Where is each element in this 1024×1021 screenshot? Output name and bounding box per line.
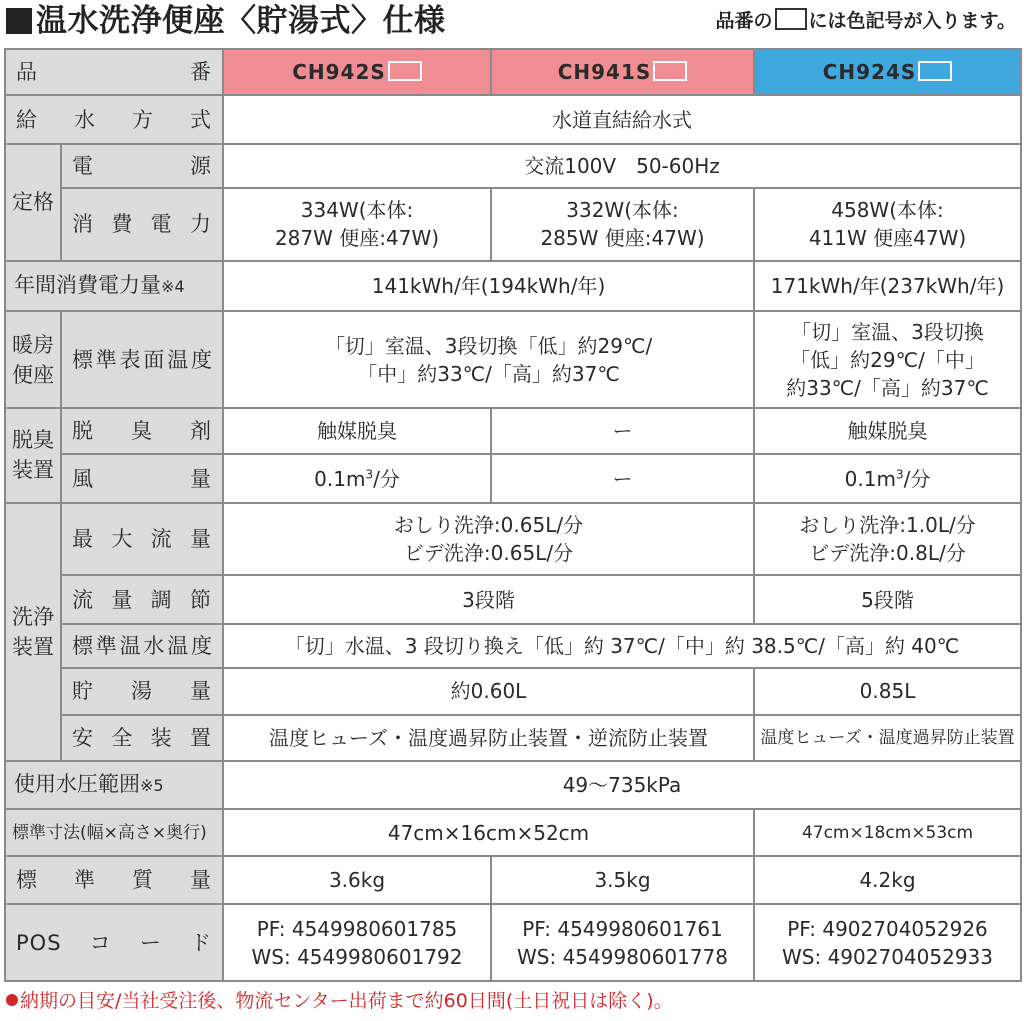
- air-unit-exp: 3: [895, 466, 904, 481]
- value-weight-ch942s: 3.6kg: [223, 856, 491, 904]
- table-row-annual-power: [5, 261, 1021, 311]
- label-surface-temp: 標準表面温度: [61, 311, 223, 408]
- table-row-power-source: [5, 144, 1021, 188]
- table-row-pressure: [5, 761, 1021, 809]
- label-power-consumption: 消費電力: [61, 188, 223, 261]
- color-code-box-icon: [653, 61, 687, 81]
- value-weight-ch941s: 3.5kg: [491, 856, 754, 904]
- label-weight: 標準質量: [5, 856, 223, 904]
- value-max-flow-b: おしり洗浄:1.0L/分 ビデ洗浄:0.8L/分: [754, 503, 1021, 576]
- value-air-ch942s: [223, 454, 491, 502]
- label-deodorizer: 脱臭 装置: [5, 408, 61, 503]
- value-weight-ch924s: 4.2kg: [754, 856, 1021, 904]
- label-deodorant: 脱臭剤: [61, 408, 223, 454]
- air-unit-exp: 3: [365, 466, 374, 481]
- label-pos: POSコード: [5, 904, 223, 981]
- value-flow-adjust-a: 3段階: [223, 575, 754, 623]
- value-annual-power-b: 171kWh/年(237kWh/年): [754, 261, 1021, 311]
- label-water-temp: 標準温水温度: [61, 624, 223, 668]
- color-code-box-icon: [918, 61, 952, 81]
- table-row-surface-temp: [5, 311, 1021, 408]
- label-max-flow: 最大流量: [61, 503, 223, 576]
- label-pressure: [5, 761, 223, 809]
- annual-power-label-text: 年間消費電力量: [14, 272, 161, 297]
- label-seat-heating: 暖房 便座: [5, 311, 61, 408]
- delivery-note: [6, 986, 673, 1016]
- page-title-text: 温水洗浄便座〈貯湯式〉仕様: [36, 3, 446, 39]
- value-power-ch941s: 332W(本体: 285W 便座:47W): [491, 188, 754, 261]
- label-annual-power: [5, 261, 223, 311]
- value-air-ch941s: [491, 454, 754, 502]
- table-row-pos: [5, 904, 1021, 981]
- table-row-tank: [5, 668, 1021, 714]
- table-row-water-supply: [5, 95, 1021, 143]
- value-tank-a: 約0.60L: [223, 668, 754, 714]
- value-safety-b: 温度ヒューズ・温度過昇防止装置: [754, 715, 1021, 761]
- model-ch941s: [491, 49, 754, 95]
- table-row-water-temp: [5, 624, 1021, 668]
- table-row-weight: [5, 856, 1021, 904]
- page-title: [6, 0, 446, 42]
- value-dimensions-b: 47cm×18cm×53cm: [754, 809, 1021, 855]
- color-code-box-icon: [388, 61, 422, 81]
- delivery-note-text: 納期の目安/当社受注後、物流センター出荷まで約60日間(土日祝日は除く)。: [20, 990, 673, 1012]
- label-air-volume: 風量: [61, 454, 223, 502]
- value-flow-adjust-b: 5段階: [754, 575, 1021, 623]
- note-prefix: 品番の: [715, 10, 773, 32]
- note-suffix: には色記号が入ります。: [808, 10, 1016, 32]
- label-model: 品番: [5, 49, 223, 95]
- table-row-safety: [5, 715, 1021, 761]
- air-value: ー: [612, 466, 633, 491]
- table-row-model: [5, 49, 1021, 95]
- pressure-note: ※5: [140, 776, 164, 796]
- label-dimensions: 標準寸法(幅×高さ×奥行): [5, 809, 223, 855]
- table-row-dimensions: [5, 809, 1021, 855]
- label-rating: 定格: [5, 144, 61, 261]
- value-pressure: 49〜735kPa: [223, 761, 1021, 809]
- table-row-power-consumption: [5, 188, 1021, 261]
- value-power-ch942s: 334W(本体: 287W 便座:47W): [223, 188, 491, 261]
- table-row-air-volume: [5, 454, 1021, 502]
- model-name: CH941S: [557, 60, 652, 85]
- color-code-box-icon: [775, 8, 807, 30]
- annual-power-note: ※4: [161, 276, 185, 296]
- air-unit: /分: [903, 466, 931, 491]
- value-water-supply: 水道直結給水式: [223, 95, 1021, 143]
- label-safety: 安全装置: [61, 715, 223, 761]
- value-power-ch924s: 458W(本体: 411W 便座47W): [754, 188, 1021, 261]
- value-water-temp: 「切」水温、3 段切り換え「低」約 37℃/「中」約 38.5℃/「高」約 40℃: [223, 624, 1021, 668]
- value-safety-a: 温度ヒューズ・温度過昇防止装置・逆流防止装置: [223, 715, 754, 761]
- value-pos-ch941s: PF: 4549980601761 WS: 4549980601778: [491, 904, 754, 981]
- spec-table: [4, 48, 1022, 982]
- model-name: CH924S: [822, 60, 917, 85]
- model-ch924s: [754, 49, 1021, 95]
- value-annual-power-a: 141kWh/年(194kWh/年): [223, 261, 754, 311]
- table-row-flow-adjust: [5, 575, 1021, 623]
- value-deodorant-ch941s: ー: [491, 408, 754, 454]
- value-surface-temp-a: 「切」室温、3段切換「低」約29℃/ 「中」約33℃/「高」約37℃: [223, 311, 754, 408]
- air-value: 0.1m: [314, 466, 366, 491]
- value-power-source: 交流100V 50-60Hz: [223, 144, 1021, 188]
- value-surface-temp-b: 「切」室温、3段切換 「低」約29℃/「中」 約33℃/「高」約37℃: [754, 311, 1021, 408]
- table-row-deodorant: [5, 408, 1021, 454]
- table-row-max-flow: [5, 503, 1021, 576]
- value-pos-ch924s: PF: 4902704052926 WS: 4902704052933: [754, 904, 1021, 981]
- air-value: 0.1m: [844, 466, 896, 491]
- color-code-note: [716, 6, 1017, 36]
- value-deodorant-ch942s: 触媒脱臭: [223, 408, 491, 454]
- label-power-source: 電源: [61, 144, 223, 188]
- pressure-label-text: 使用水圧範囲: [14, 772, 140, 797]
- value-air-ch924s: [754, 454, 1021, 502]
- square-bullet-icon: [6, 8, 32, 34]
- value-pos-ch942s: PF: 4549980601785 WS: 4549980601792: [223, 904, 491, 981]
- model-name: CH942S: [292, 60, 386, 85]
- red-bullet-icon: [6, 994, 18, 1006]
- label-washer: 洗浄 装置: [5, 503, 61, 761]
- value-max-flow-a: おしり洗浄:0.65L/分 ビデ洗浄:0.65L/分: [223, 503, 754, 576]
- model-ch942s: [223, 49, 491, 95]
- value-dimensions-a: 47cm×16cm×52cm: [223, 809, 754, 855]
- air-unit: /分: [373, 466, 400, 491]
- page-header: [0, 0, 1024, 44]
- label-flow-adjust: 流量調節: [61, 575, 223, 623]
- label-tank: 貯湯量: [61, 668, 223, 714]
- label-water-supply: 給水方式: [5, 95, 223, 143]
- value-deodorant-ch924s: 触媒脱臭: [754, 408, 1021, 454]
- value-tank-b: 0.85L: [754, 668, 1021, 714]
